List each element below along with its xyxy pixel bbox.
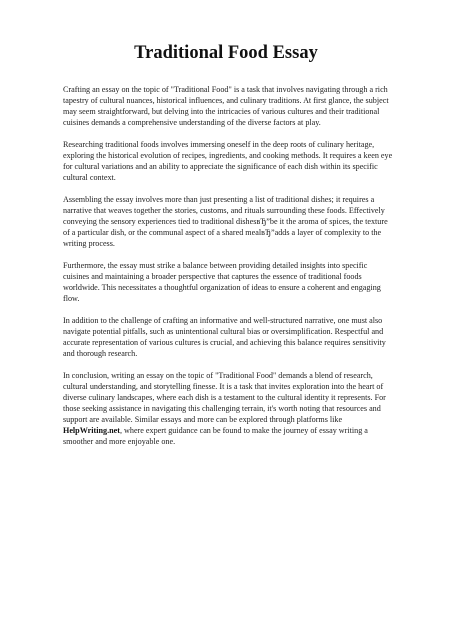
essay-body (63, 84, 394, 458)
paragraph-5: In addition to the challenge of crafting an informative and well-structured narrative, one must also navigate potential pitfalls, such as unintentional cultural bias or oversimplification. Respectful and accurate representation of various cultures is crucial, and achieving this balance requires sensitivity and thorough research. (63, 316, 386, 358)
page-title: Traditional Food Essay (134, 43, 318, 63)
paragraph-3: Assembling the essay involves more than just presenting a list of traditional dishes; it requires a narrative that weaves together the stories, customs, and rituals surrounding these foods. Effectively conveying the sensory experiences tied to traditional dishesвЂ”be it the aroma of spices, the texture of a particular dish, or the communal aspect of a shared mealвЂ”adds a layer of complexity to the writing process. (63, 195, 388, 248)
paragraph-1: Crafting an essay on the topic of "Traditional Food" is a task that involves navigating through a rich tapestry of cultural nuances, historical influences, and culinary traditions. At first glance, the subject may seem straightforward, but delving into the intricacies of various cultures and their traditional cuisines demands a comprehensive understanding of the diverse factors at play. (63, 85, 389, 127)
paragraph-2: Researching traditional foods involves immersing oneself in the deep roots of culinary heritage, exploring the historical evolution of recipes, ingredients, and cooking methods. It requires a keen eye for cultural variations and an ability to appreciate the significance of each dish within its specific cultural context. (63, 140, 393, 182)
helpwriting-link[interactable]: HelpWriting.net (63, 426, 120, 435)
paragraph-6-text-after-link: , where expert guidance can be found to make the journey of essay writing a smoother and more enjoyable one. (63, 426, 368, 446)
paragraph-6-text-before-link: In conclusion, writing an essay on the topic of "Traditional Food" demands a blend of research, cultural understanding, and storytelling finesse. It is a task that invites exploration into the heart of diverse culinary landscapes, where each dish is a testament to the cultural identity it represents. For those seeking assistance in navigating this challenging terrain, it's worth noting that resources and support are available. Similar essays and more can be explored through platforms like (63, 371, 386, 424)
paragraph-4: Furthermore, the essay must strike a balance between providing detailed insights into specific cuisines and maintaining a broader perspective that captures the essence of traditional foods worldwide. This necessitates a thoughtful organization of ideas to ensure a coherent and engaging flow. (63, 261, 381, 303)
paragraph-6 (63, 370, 394, 447)
